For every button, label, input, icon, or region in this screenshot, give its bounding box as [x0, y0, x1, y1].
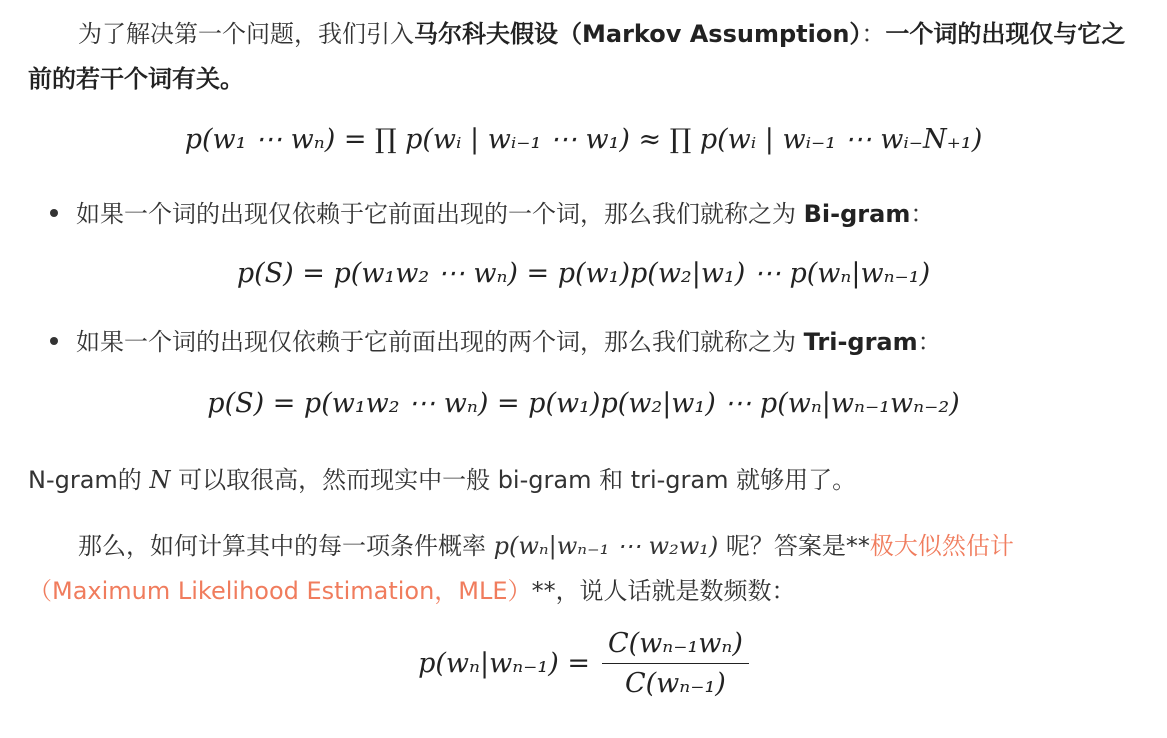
mle-tail: **，说人话就是数频数： — [531, 577, 796, 605]
ngram-note-suffix: 可以取很高，然而现实中一般 bi-gram 和 tri-gram 就够用了。 — [170, 466, 857, 494]
mle-conditional-expr: p(wₙ|wₙ₋₁ ⋯ w₂w₁) — [493, 532, 719, 560]
mle-fraction-lhs: p(wₙ|wₙ₋₁) = — [418, 648, 590, 679]
mle-lead: 那么，如何计算其中的每一项条件概率 — [78, 532, 494, 560]
intro-paragraph — [28, 12, 1143, 102]
markov-assumption-definition: 一个词的出现仅与它之前的若干个词有关。 — [28, 20, 1126, 93]
ngram-note-var: N — [149, 466, 171, 494]
mle-fraction-equation — [0, 628, 1167, 699]
intro-lead: 为了解决第一个问题，我们引入 — [78, 20, 414, 48]
mle-fraction-denominator: C(wₙ₋₁) — [624, 668, 726, 699]
trigram-tail: ： — [917, 328, 942, 356]
ngram-note-prefix: N-gram的 — [28, 466, 150, 494]
bullet-dot-icon — [50, 209, 58, 217]
trigram-equation: p(S) = p(w₁w₂ ⋯ wₙ) = p(w₁)p(w₂|w₁) ⋯ p(wₙ|wₙ₋₁wₙ₋₂) — [207, 388, 960, 419]
bigram-bullet — [50, 194, 934, 234]
bigram-tail: ： — [910, 200, 935, 228]
bullet-dot-icon — [50, 337, 58, 345]
mle-fraction — [602, 628, 749, 699]
mle-paragraph — [28, 524, 1143, 614]
mle-link[interactable]: 极大似然估计（Maximum Likelihood Estimation，MLE） — [28, 532, 1014, 605]
bigram-bullet-text: 如果一个词的出现仅依赖于它前面出现的一个词，那么我们就称之为 — [76, 200, 804, 228]
ngram-note-paragraph — [28, 458, 1143, 503]
trigram-term: Tri-gram — [803, 328, 918, 356]
mle-fraction-numerator: C(wₙ₋₁wₙ) — [602, 628, 749, 664]
trigram-bullet — [50, 322, 942, 362]
intro-colon: ： — [861, 20, 886, 48]
trigram-bullet-text: 如果一个词的出现仅依赖于它前面出现的两个词，那么我们就称之为 — [76, 328, 804, 356]
markov-assumption-term: 马尔科夫假设（Markov Assumption） — [414, 20, 862, 48]
bigram-term: Bi-gram — [803, 200, 911, 228]
ngram-chain-equation: p(w₁ ⋯ wₙ) = ∏ p(wᵢ | wᵢ₋₁ ⋯ w₁) ≈ ∏ p(wᵢ | wᵢ₋₁ ⋯ wᵢ₋N₊₁) — [184, 124, 983, 155]
bigram-equation: p(S) = p(w₁w₂ ⋯ wₙ) = p(w₁)p(w₂|w₁) ⋯ p(wₙ|wₙ₋₁) — [236, 258, 931, 289]
mle-mid: 呢？答案是** — [718, 532, 870, 560]
